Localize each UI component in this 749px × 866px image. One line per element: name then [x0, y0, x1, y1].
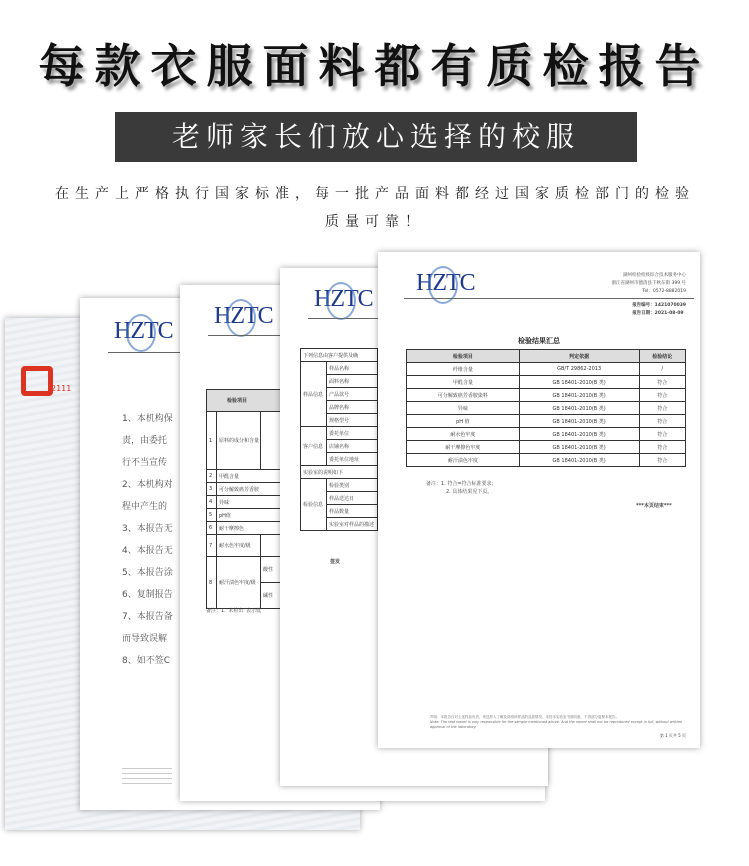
note-item: 责，由委托	[122, 436, 168, 446]
report-number: 报告编号：1421070039	[632, 303, 686, 308]
field-label: 面料名称	[327, 375, 378, 388]
table-row	[407, 376, 686, 389]
footer-en: Note: The test report is only responsible for the sample mentioned above. And the report shall not be reproduced except in full, without written approval of the laboratory.	[430, 720, 683, 729]
hztc-logo: HZTC	[214, 303, 273, 329]
field-label: 产品款号	[327, 388, 378, 401]
footer-cn: 声明：本报告仅对上述样品负责，该送样人了解及说明该样品的品质情况，未经本实验室书面同意，不得部分复制本报告。	[430, 715, 619, 719]
table-cell: 符合	[639, 454, 685, 467]
field-label: 委托单位	[327, 427, 378, 440]
page-title: 每款衣服面料都有质检报告	[38, 39, 711, 93]
table-note: 备注：1.“未检出”表示低	[206, 608, 261, 614]
info-table	[300, 348, 378, 531]
table-cell: GB 18401-2010(B 类)	[519, 428, 639, 441]
group-label: 检验信息	[301, 479, 327, 531]
org-tel: Tel：0572-8882019	[642, 289, 686, 294]
page-number: 第 1 页共 5 页	[659, 733, 686, 738]
note-item: 3、本报告无	[122, 524, 173, 534]
field-label: 样品数量	[327, 505, 378, 518]
desc-line-2: 质量可靠！	[325, 214, 425, 230]
hztc-logo: HZTC	[416, 270, 475, 296]
table-cell: 甲醛含量	[407, 376, 520, 389]
table-title: 检验结果汇总	[518, 337, 560, 345]
intro: 下列信息由客户提供及确	[301, 349, 378, 362]
note-item: 程中产生的	[122, 502, 168, 512]
field-label: 样品送达日	[327, 492, 378, 505]
lab-note: 实验室的说明如下	[301, 466, 378, 479]
note-item: 而导致误解	[122, 634, 168, 644]
hztc-logo: HZTC	[314, 286, 373, 312]
note-item: 8、如不签C	[122, 656, 171, 666]
table-cell: 符合	[639, 441, 685, 454]
table-cell: GB 18401-2010(B 类)	[519, 402, 639, 415]
table-cell: 纤维含量	[407, 363, 520, 376]
table-cell: 符合	[639, 402, 685, 415]
table-cell: 耐汗渍色牢度	[407, 454, 520, 467]
note-item: 4、本报告无	[122, 546, 173, 556]
results-table	[406, 349, 686, 467]
cert-code: 2111	[51, 384, 72, 393]
cma-logo-icon	[21, 366, 53, 396]
note-1: 备注：1. 符合=符合标准要求；	[426, 481, 497, 487]
table-cell: GB 18401-2010(B 类)	[519, 415, 639, 428]
table-cell: GB 18401-2010(B 类)	[519, 454, 639, 467]
report-page-summary	[378, 252, 700, 748]
table-cell: 可分解致癌芳香胺染料	[407, 389, 520, 402]
table-row	[407, 389, 686, 402]
field-label: 委托单位地址	[327, 453, 378, 466]
column-header: 判定依据	[519, 350, 639, 363]
hztc-logo: HZTC	[114, 318, 173, 344]
table-row	[407, 415, 686, 428]
table-row	[407, 441, 686, 454]
field-label: 实验室对样品的描述	[327, 518, 378, 531]
table-row	[407, 363, 686, 376]
table-cell: 耐水色牢度	[407, 428, 520, 441]
group-label: 客户信息	[301, 427, 327, 466]
field-label: 检验类别	[327, 479, 378, 492]
field-label: 品牌名称	[327, 401, 378, 414]
notes-list	[122, 408, 173, 672]
table-cell: pH 值	[407, 415, 520, 428]
table-cell: GB 18401-2010(B 类)	[519, 389, 639, 402]
table-cell: 符合	[639, 428, 685, 441]
note-item: 5、本报告涂	[122, 568, 173, 578]
detail-table: 检验项目 1 原料的成分和含量 2 甲醛含量 3 可分解致癌芳香胺 4 异味 5 pH值 6 耐干摩擦色 7 耐水色牢度/级 8 耐汗渍色牢度/级 酸性 碱性	[206, 389, 466, 609]
field-label: 样品名称	[327, 362, 378, 375]
desc-line-1: 在生产上严格执行国家标准，每一批产品面料都经过国家质检部门的检验	[55, 186, 695, 202]
table-cell: /	[639, 363, 685, 376]
sign-label: 签发	[330, 559, 341, 565]
group-label: 样品信息	[301, 362, 327, 427]
footer-text	[122, 768, 172, 788]
table-cell: 耐干摩擦色牢度	[407, 441, 520, 454]
table-cell: GB 18401-2010(B 类)	[519, 376, 639, 389]
table-cell: 符合	[639, 415, 685, 428]
field-label: 规格型号	[327, 414, 378, 427]
table-row	[407, 402, 686, 415]
note-item: 1、本机构保	[122, 414, 173, 424]
table-cell: GB/T 29862-2013	[519, 363, 639, 376]
subtitle-banner: 老师家长们放心选择的校服	[115, 112, 637, 162]
field-label: 店铺名称	[327, 440, 378, 453]
org-name: 湖州检验检疫综合技术服务中心	[623, 273, 686, 278]
column-header: 检验结论	[639, 350, 685, 363]
org-address: 浙江省湖州市德清县千秋东街 399 号	[611, 281, 686, 286]
note-item: 7、本报告备	[122, 612, 173, 622]
table-cell: 异味	[407, 402, 520, 415]
table-cell: 符合	[639, 376, 685, 389]
column-header: 检验项目	[407, 350, 520, 363]
page-end-mark: ***本页结束***	[636, 503, 672, 509]
report-date: 报告日期：2021-08-09	[632, 311, 684, 316]
table-cell: 符合	[639, 389, 685, 402]
table-row	[407, 428, 686, 441]
table-cell: GB 18401-2010(B 类)	[519, 441, 639, 454]
note-2: 2. 具体结果见下页。	[446, 489, 493, 495]
note-item: 6、复制报告	[122, 590, 173, 600]
table-row	[407, 454, 686, 467]
note-item: 行不当宣传	[122, 458, 168, 468]
description	[20, 180, 730, 236]
note-item: 2、本机构对	[122, 480, 173, 490]
